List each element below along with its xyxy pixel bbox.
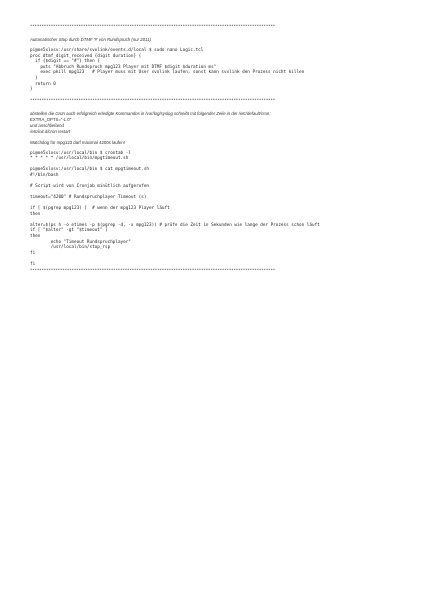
code-line: if [ "$alter" -gt "$timeout" ] [30,228,108,234]
mpgtimeout-script-block [30,167,400,268]
logic-tcl-code-block [30,48,400,93]
code-line: pi@oe5xlxsv:/usr/local/bin $ cat mpgtimeout.sh [30,166,149,172]
cron-extra-opts: EXTRA_OPTS="-L 0" [30,116,72,122]
crontab-code-block [30,151,400,162]
code-line: exec pkill mpg123 # Player muss mit User svxlink laufen, sonst kann svxlink den Prozess nicht killen [30,70,305,76]
cron-and-then: und anschließend [30,122,64,128]
cron-restart-command: /etc/init.d/cron restart [30,128,71,134]
dtmf-stop-heading: Automatischer Stop durch DTMF '#' von Rundspruch (nur 2011) [30,37,151,42]
code-line: timeout="4200" # Rundspruchplayer Timeout (s) [30,194,147,200]
code-line: } [30,75,38,81]
cron-log-note: abstellen die Grün auch erfolgreich erledigte Kommandos in /var/log/syslog schreibt mit folgender Zeile in der /etc/default/cron: [30,110,271,116]
code-line: then [30,234,41,240]
code-line: then [30,211,41,217]
code-line: if [ $(pgrep mpg123) ] # wenn der mpg123 Player läuft [30,206,170,212]
code-line: # Script wird von Cronjab minütlich aufgerufen [30,183,149,189]
separator-rule-middle: ********************************************************************************************************** [30,97,276,102]
code-line: if {$digit == "#"} then { [30,59,100,65]
code-line: alter=$(ps h -o etimes -p $(pgrep -d, -x mpg123)) # prüfe die Zeit in Sekunden wie lange der Prozess schon läuft [30,222,320,228]
code-line: return 0 [30,81,56,87]
code-line: proc dtmf_digit_received {digit duration} { [30,53,142,59]
code-line: pi@oe5xlxsv:/usr/share/svxlink/events.d/local $ sudo nano Logic.tcl [30,48,204,53]
code-line: * * * * * /usr/local/bin/mpgtimeout.sh [30,156,129,162]
code-line: fi [30,262,36,268]
watchdog-note: Watchdog für mpg123 darf maximal 4200s laufen! [30,139,125,145]
code-line: echo "Timeout Rundspruchplayer" [30,239,131,245]
code-line: pi@oe5xlxsv:/usr/local/bin $ crontab -l [30,150,131,156]
code-line: /usr/local/bin/stop_rsp [30,245,111,251]
code-line: #!/bin/bash [30,172,59,178]
code-line: puts "Abbruch Rundspruch mpg123 Player mit DTMF $digit $duration ms" [30,64,217,70]
code-line: } [30,87,33,93]
document-page [30,24,400,273]
separator-rule-top: ********************************************************************************************************** [30,24,276,28]
separator-rule-bottom: ********************************************************************************************************** [30,267,276,272]
code-line: fi [30,250,36,256]
